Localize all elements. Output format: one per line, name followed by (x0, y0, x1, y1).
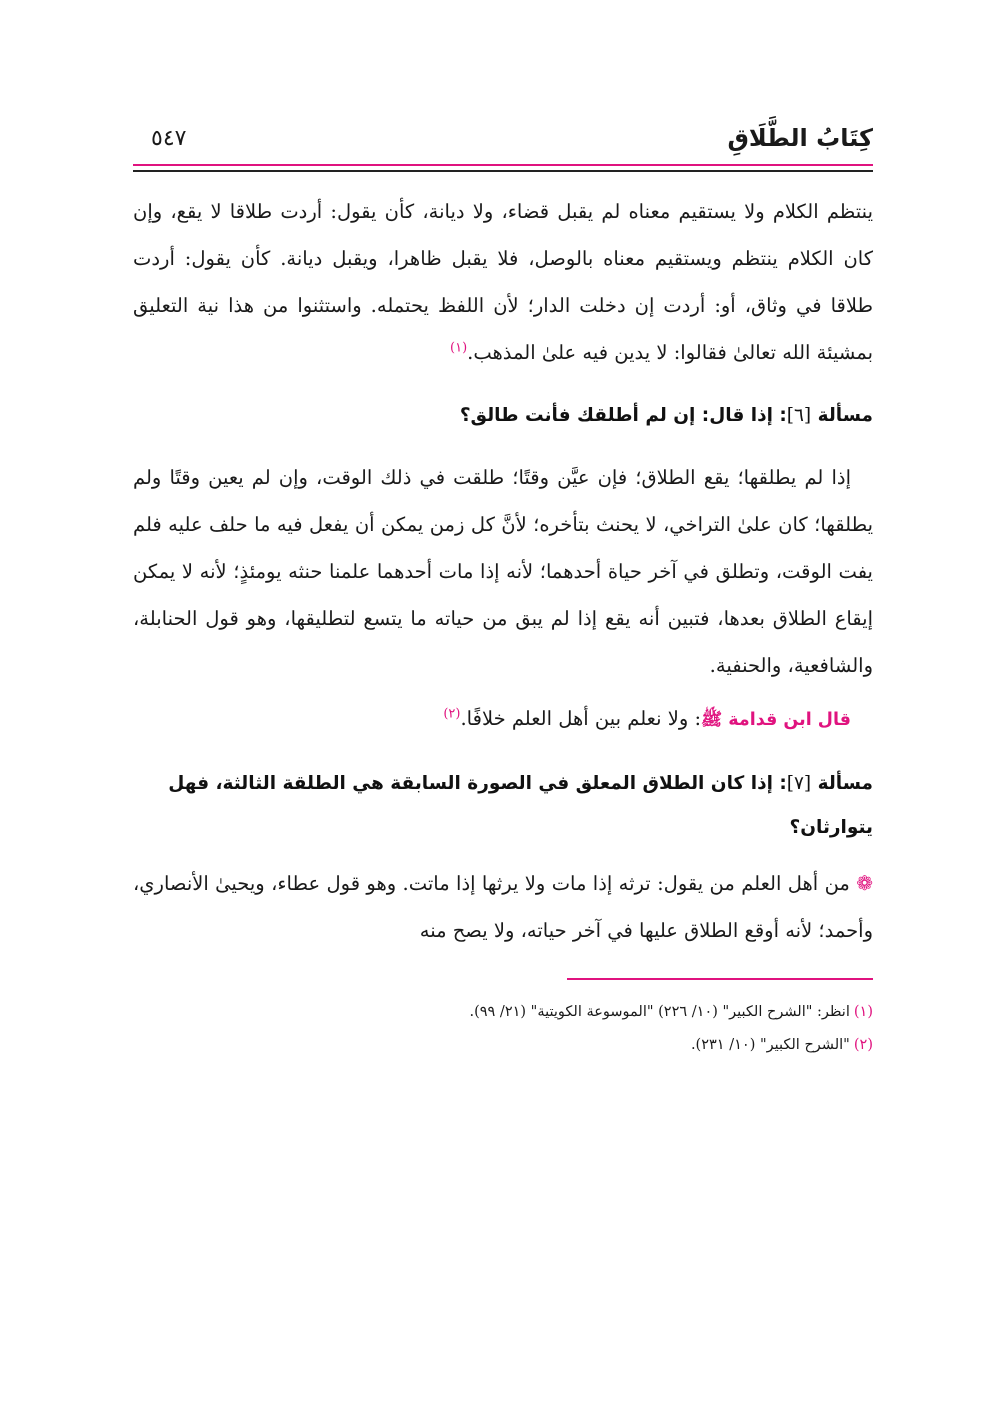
footnote-2-text: "الشرح الكبير" (١٠/ ٢٣١). (690, 1037, 850, 1053)
book-page (133, 118, 873, 1062)
footnote-ref-2[interactable]: (٢) (443, 706, 461, 722)
footnote-1-number: (١) (853, 1004, 873, 1020)
question-6-text: : إذا قال: إن لم أطلقك فأنت طالق؟ (459, 405, 787, 426)
question-6 (133, 394, 873, 438)
page-number: ٥٤٧ (151, 126, 187, 151)
paragraph-1 (133, 188, 873, 376)
paragraph-2: إذا لم يطلقها؛ يقع الطلاق؛ فإن عيَّن وقتًا؛ طلقت في ذلك الوقت، وإن لم يعين وقتًا ولم يطلقها؛ كان علىٰ التراخي، لا يحنث بتأخره؛ لأنَّ كل زمن يمكن أن يفعل فيه ما حلف عليه فلم يفت الوقت، وتطلق في آخر حياة أحدهما؛ لأنه إذا مات أحدهما علمنا حنثه يومئذٍ؛ لأنه لا يمكن إيقاع الطلاق بعدها، فتبين أنه يقع إذا لم يبق من حياته ما يتسع لتطليقها، وهو قول الحنابلة، والشافعية، والحنفية. (133, 466, 873, 677)
question-7-number: [٧] (786, 773, 812, 794)
footnote-1 (133, 996, 873, 1029)
paragraph-3-text: من أهل العلم من يقول: ترثه إذا مات ولا يرثها إذا ماتت. وهو قول عطاء، ويحيىٰ الأنصاري، وأحمد؛ لأنه أوقع الطلاق عليها في آخر حياته، ولا يصح منه (133, 872, 873, 942)
question-6-label: مسألة (817, 405, 873, 426)
running-header (133, 118, 873, 164)
paragraph-1-text: ينتظم الكلام ولا يستقيم معناه لم يقبل قضاء، ولا ديانة، كأن يقول: أردت طلاقا لا يقع، وإن كان الكلام ينتظم ويستقيم معناه بالوصل، فلا يقبل ظاهرا، ويقبل ديانة. كأن يقول: أردت طلاقا في وثاق، أو: أردت إن دخلت الدار؛ لأن اللفظ يحتمله. واستثنوا من هذا نية التعليق بمشيئة الله تعالىٰ فقالوا: لا يدين فيه علىٰ المذهب. (133, 200, 873, 364)
question-7 (133, 762, 873, 850)
footnote-1-text: انظر: "الشرح الكبير" (١٠/ ٢٢٦) "الموسوعة الكويتية" (٢١/ ٩٩). (469, 1004, 850, 1020)
quote-line (133, 695, 873, 744)
paragraph-3 (133, 860, 873, 954)
question-7-text: : إذا كان الطلاق المعلق في الصورة السابقة هي الطلقة الثالثة، فهل يتوارثان؟ (168, 773, 873, 838)
footnote-2 (133, 1029, 873, 1062)
header-rule-black (133, 170, 873, 172)
book-title: كِتَابُ الطَّلَاقِ (727, 124, 873, 152)
question-6-number: [٦] (786, 405, 812, 426)
quote-author: قال ابن قدامة ﷺ (701, 710, 851, 730)
footnote-2-number: (٢) (853, 1037, 873, 1053)
quote-text: : ولا نعلم بين أهل العلم خلافًا. (460, 707, 702, 730)
question-7-label: مسألة (817, 773, 873, 794)
flower-ornament-icon: ❁ (856, 871, 873, 895)
footnotes (133, 996, 873, 1062)
footnote-separator (567, 978, 873, 980)
header-rule-pink (133, 164, 873, 166)
footnote-ref-1[interactable]: (١) (450, 340, 468, 356)
